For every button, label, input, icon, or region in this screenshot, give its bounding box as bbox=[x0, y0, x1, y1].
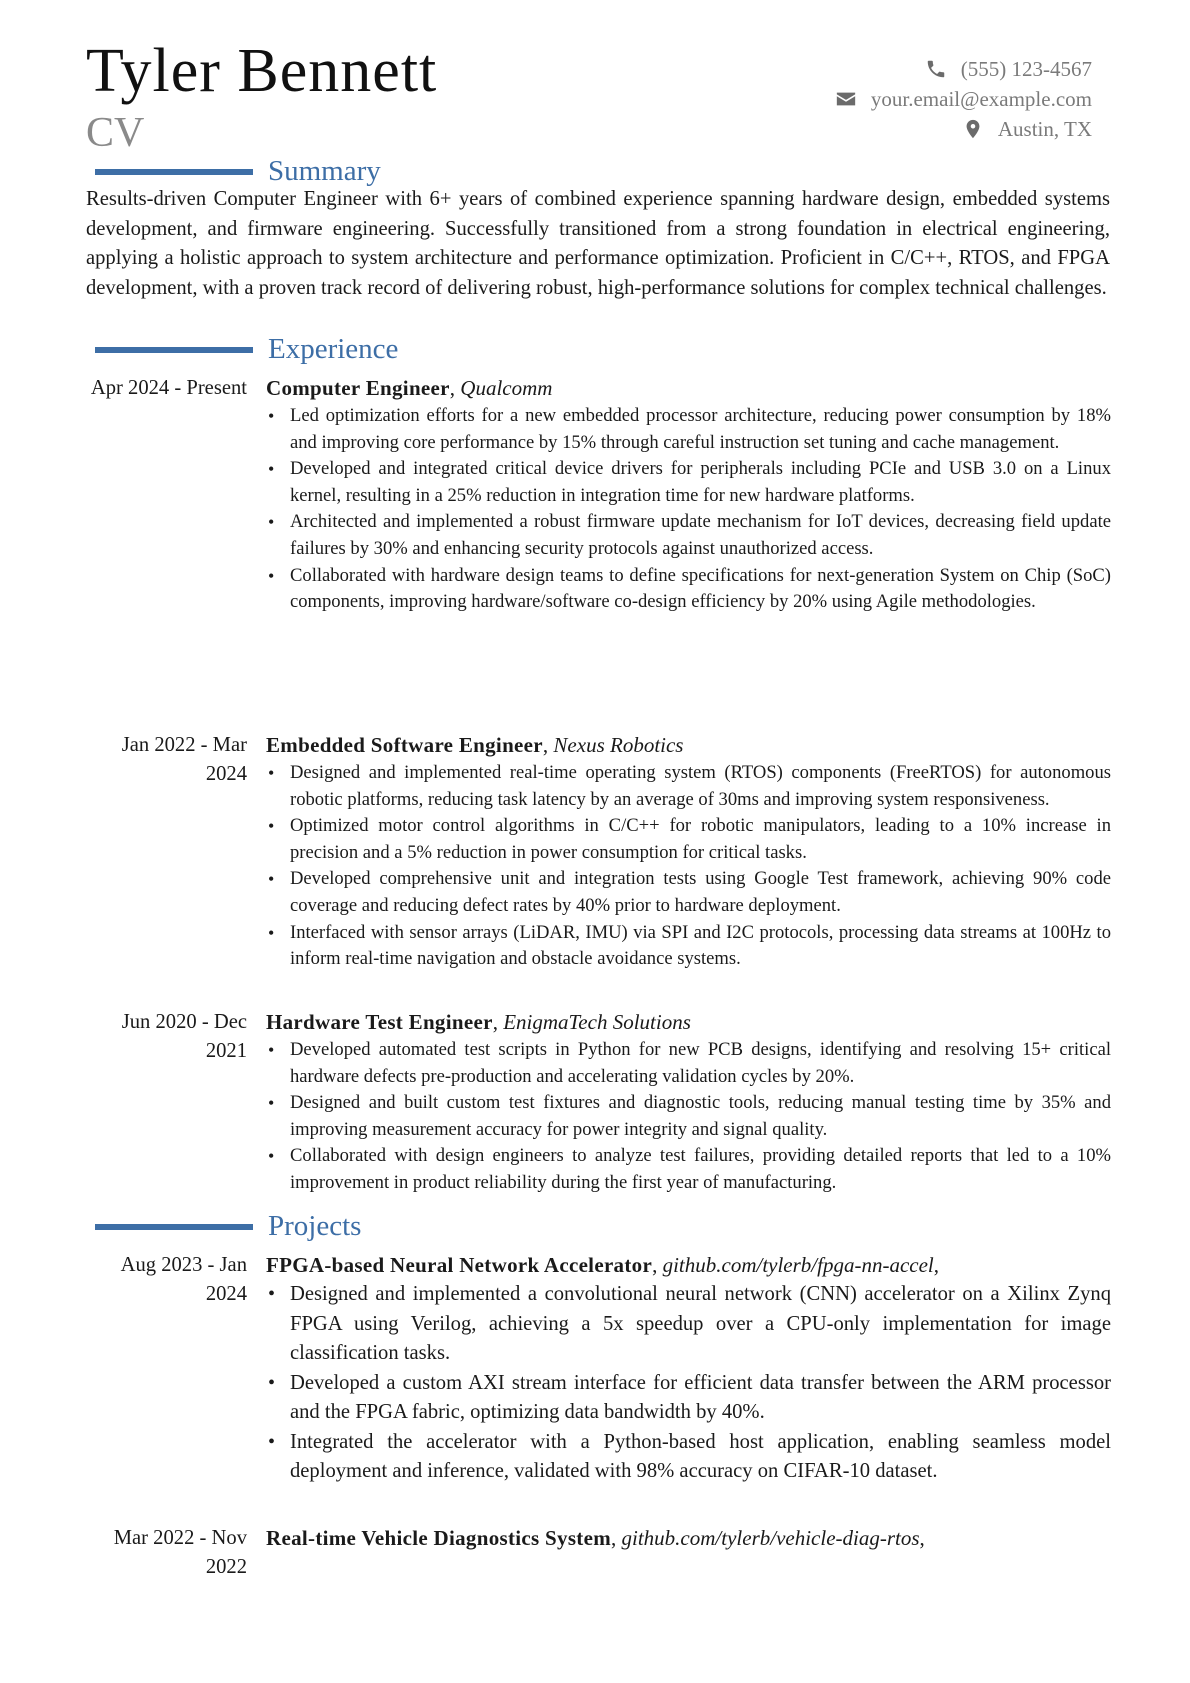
bullet-item: • Led optimization efforts for a new embedded processor architecture, reducing power consumption by 18% and improving core performance by 15% through careful instruction set tuning and cache management. bbox=[290, 403, 1111, 456]
email-text: your.email@example.com bbox=[870, 86, 1092, 111]
entry-bullets bbox=[266, 403, 1111, 616]
section-rule bbox=[95, 1224, 253, 1230]
entry-date: Apr 2024 - Present bbox=[90, 377, 247, 399]
section-title: Experience bbox=[268, 333, 399, 365]
project-link[interactable]: github.com/tylerb/vehicle-diag-rtos bbox=[621, 1526, 920, 1550]
entry-heading: Real-time Vehicle Diagnostics System, github.com/tylerb/vehicle-diag-rtos, bbox=[266, 1526, 925, 1550]
entry-bullets bbox=[266, 1280, 1111, 1487]
project-link[interactable]: github.com/tylerb/fpga-nn-accel bbox=[662, 1253, 934, 1277]
entry-date: Jan 2022 - Mar 2024 bbox=[121, 734, 247, 785]
entry-heading: Embedded Software Engineer, Nexus Robotics bbox=[266, 733, 684, 757]
envelope-icon bbox=[835, 88, 857, 110]
project-name: Real-time Vehicle Diagnostics System bbox=[266, 1526, 612, 1550]
bullet-item: • Interfaced with sensor arrays (LiDAR, IMU) via SPI and I2C protocols, processing data streams at 100Hz to inform real-time navigation and obstacle avoidance systems. bbox=[290, 920, 1111, 973]
section-title: Summary bbox=[268, 155, 381, 187]
bullet-item: • Architected and implemented a robust firmware update mechanism for IoT devices, decreasing field update failures by 30% and enhancing security protocols against unauthorized access. bbox=[290, 509, 1111, 562]
job-title: Hardware Test Engineer bbox=[266, 1010, 493, 1034]
phone-text: (555) 123-4567 bbox=[960, 56, 1092, 81]
bullet-item: • Developed automated test scripts in Python for new PCB designs, identifying and resolving 15+ critical hardware defects pre-production and accelerating validation cycles by 20%. bbox=[290, 1037, 1111, 1090]
bullet-item: • Designed and implemented real-time operating system (RTOS) components (FreeRTOS) for autonomous robotic platforms, reducing task latency by an average of 30ms and improving system responsiveness. bbox=[290, 760, 1111, 813]
section-projects-heading bbox=[95, 1210, 1095, 1246]
entry-date: Mar 2022 - Nov 2022 bbox=[113, 1527, 247, 1578]
entry-body bbox=[266, 374, 1111, 616]
location-text: Austin, TX bbox=[997, 116, 1092, 141]
contact-email[interactable] bbox=[835, 84, 1092, 114]
entry-heading: FPGA-based Neural Network Accelerator, github.com/tylerb/fpga-nn-accel, bbox=[266, 1253, 940, 1277]
bullet-item: • Designed and implemented a convolutional neural network (CNN) accelerator on a Xilinx Zynq FPGA using Verilog, achieving a 5x speedup over a CPU-only implementation for image classification tasks. bbox=[290, 1280, 1111, 1369]
project-name: FPGA-based Neural Network Accelerator bbox=[266, 1253, 653, 1277]
section-experience-heading bbox=[95, 333, 1095, 369]
job-title: Computer Engineer bbox=[266, 376, 450, 400]
bullet-item: • Developed and integrated critical device drivers for peripherals including PCIe and USB 3.0 on a Linux kernel, resulting in a 25% reduction in integration time for new hardware platforms. bbox=[290, 456, 1111, 509]
entry-bullets bbox=[266, 760, 1111, 973]
bullet-item: • Developed a custom AXI stream interface for efficient data transfer between the ARM processor and the FPGA fabric, optimizing data bandwidth by 40%. bbox=[290, 1369, 1111, 1428]
bullet-item: • Designed and built custom test fixtures and diagnostic tools, reducing manual testing time by 35% and improving measurement accuracy for power integrity and signal quality. bbox=[290, 1090, 1111, 1143]
job-title: Embedded Software Engineer bbox=[266, 733, 543, 757]
company-name: Nexus Robotics bbox=[553, 733, 684, 757]
entry-bullets bbox=[266, 1037, 1111, 1197]
section-title: Projects bbox=[268, 1210, 362, 1242]
entry-body bbox=[266, 1251, 1111, 1487]
section-rule bbox=[95, 347, 253, 353]
company-name: Qualcomm bbox=[460, 376, 553, 400]
entry-body bbox=[266, 731, 1111, 973]
bullet-item: • Optimized motor control algorithms in C/C++ for robotic manipulators, leading to a 10% increase in precision and a 5% reduction in power consumption for critical tasks. bbox=[290, 813, 1111, 866]
bullet-item: • Developed comprehensive unit and integration tests using Google Test framework, achieving 90% code coverage and reducing defect rates by 40% prior to hardware deployment. bbox=[290, 866, 1111, 919]
entry-body bbox=[266, 1008, 1111, 1197]
bullet-item: • Integrated the accelerator with a Python-based host application, enabling seamless model deployment and inference, validated with 98% accuracy on CIFAR-10 dataset. bbox=[290, 1428, 1111, 1487]
entry-date: Aug 2023 - Jan 2024 bbox=[120, 1254, 247, 1305]
contact-phone[interactable] bbox=[835, 54, 1092, 84]
contact-block bbox=[835, 54, 1092, 144]
entry-heading: Computer Engineer, Qualcomm bbox=[266, 376, 553, 400]
document-subtitle: CV bbox=[86, 110, 145, 156]
entry-date: Jun 2020 - Dec 2021 bbox=[121, 1011, 247, 1062]
phone-icon bbox=[925, 58, 947, 80]
map-marker-icon bbox=[962, 118, 984, 140]
company-name: EnigmaTech Solutions bbox=[503, 1010, 691, 1034]
summary-text: Results-driven Computer Engineer with 6+ years of combined experience spanning hardware design, embedded systems development, and firmware engineering. Successfully transitioned from a strong foundation in electrical engineering, applying a holistic approach to system architecture and performance optimization. Proficient in C/C++, RTOS, and FPGA development, with a proven track record of delivering robust, high-performance solutions for complex technical challenges. bbox=[86, 188, 1110, 299]
section-rule bbox=[95, 169, 253, 175]
person-name: Tyler Bennett bbox=[86, 37, 438, 105]
entry-body bbox=[266, 1524, 1111, 1553]
bullet-item: • Collaborated with hardware design teams to define specifications for next-generation System on Chip (SoC) components, improving hardware/software co-design efficiency by 20% using Agile methodologies. bbox=[290, 563, 1111, 616]
entry-heading: Hardware Test Engineer, EnigmaTech Solutions bbox=[266, 1010, 691, 1034]
bullet-item: • Collaborated with design engineers to analyze test failures, providing detailed reports that led to a 10% improvement in product reliability during the first year of manufacturing. bbox=[290, 1143, 1111, 1196]
contact-location bbox=[835, 114, 1092, 144]
